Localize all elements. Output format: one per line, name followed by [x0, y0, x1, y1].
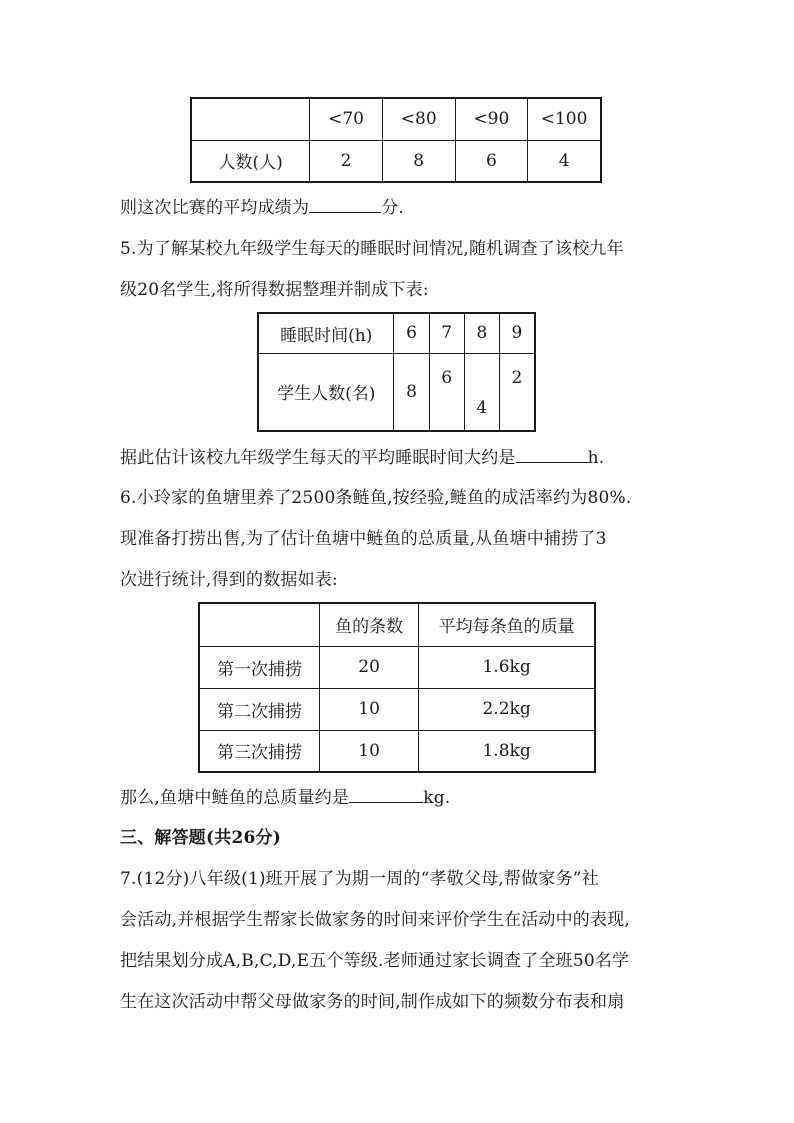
table-cell: 2 [499, 353, 535, 431]
q6-line-1: 6.小玲家的鱼塘里养了2500条鲢鱼,按经验,鲢鱼的成活率约为80%. [120, 488, 632, 508]
q5-line-1: 5.为了解某校九年级学生每天的睡眠时间情况,随机调查了该校九年 [120, 239, 624, 259]
q5-line-2: 级20名学生,将所得数据整理并制成下表: [120, 280, 429, 300]
table-header-cell: <80 [382, 98, 455, 140]
q5-ask-line [120, 446, 604, 469]
table-cell: 7 [429, 313, 464, 353]
table-cell: 4 [528, 140, 601, 182]
answer-blank[interactable] [349, 786, 423, 803]
answer-blank[interactable] [309, 196, 381, 213]
section-heading: 三、解答题(共26分) [120, 828, 281, 848]
table-cell: 4 [464, 353, 499, 431]
table-cell: 2 [310, 140, 383, 182]
table-header-cell: 鱼的条数 [319, 603, 418, 646]
q7-line-4: 生在这次活动中帮父母做家务的时间,制作成如下的频数分布表和扇 [120, 992, 625, 1012]
table-row-label: 第一次捕捞 [199, 646, 319, 688]
table-row-label: 人数(人) [191, 140, 310, 182]
table-cell: 6 [429, 353, 464, 431]
score-table [190, 97, 602, 183]
table-cell: 10 [319, 688, 418, 730]
table-row-label: 学生人数(名) [258, 353, 394, 431]
q6-ask: 那么,鱼塘中鲢鱼的总质量约是 [120, 788, 350, 808]
table-cell: 8 [464, 313, 499, 353]
table-header-cell [199, 603, 319, 646]
fish-table [198, 602, 596, 773]
table-row-label: 第三次捕捞 [199, 730, 319, 772]
q6-unit: kg. [423, 788, 451, 808]
answer-blank[interactable] [516, 446, 588, 463]
q4-suffix: 分. [381, 198, 405, 218]
q4-text: 则这次比赛的平均成绩为 [120, 198, 310, 218]
sleep-table [257, 312, 536, 432]
table-header-cell: 平均每条鱼的质量 [419, 603, 595, 646]
q7-line-2: 会活动,并根据学生帮家长做家务的时间来评价学生在活动中的表现, [120, 910, 631, 930]
table-cell: 10 [319, 730, 418, 772]
q6-ask-line [120, 786, 450, 809]
table-cell: 1.8kg [419, 730, 595, 772]
table-row-label: 睡眠时间(h) [258, 313, 394, 353]
table-cell: 2.2kg [419, 688, 595, 730]
table-header-cell: <90 [455, 98, 528, 140]
table-cell: 6 [455, 140, 528, 182]
q6-line-2: 现准备打捞出售,为了估计鱼塘中鲢鱼的总质量,从鱼塘中捕捞了3 [120, 529, 607, 549]
table-header-cell: <70 [310, 98, 383, 140]
table-cell: 1.6kg [419, 646, 595, 688]
table-cell: 8 [382, 140, 455, 182]
table-header-cell [191, 98, 310, 140]
table-cell: 20 [319, 646, 418, 688]
table-header-cell: <100 [528, 98, 601, 140]
table-cell: 8 [394, 353, 429, 431]
q6-line-3: 次进行统计,得到的数据如表: [120, 570, 338, 590]
q7-line-1: 7.(12分)八年级(1)班开展了为期一周的“孝敬父母,帮做家务”社 [120, 869, 599, 889]
q5-ask: 据此估计该校九年级学生每天的平均睡眠时间大约是 [120, 448, 516, 468]
q7-line-3: 把结果划分成A,B,C,D,E五个等级.老师通过家长调查了全班50名学 [120, 951, 630, 971]
table-cell: 6 [394, 313, 429, 353]
table-row-label: 第二次捕捞 [199, 688, 319, 730]
q4-answer-line [120, 196, 404, 219]
q5-unit: h. [587, 448, 605, 468]
table-cell: 9 [499, 313, 535, 353]
